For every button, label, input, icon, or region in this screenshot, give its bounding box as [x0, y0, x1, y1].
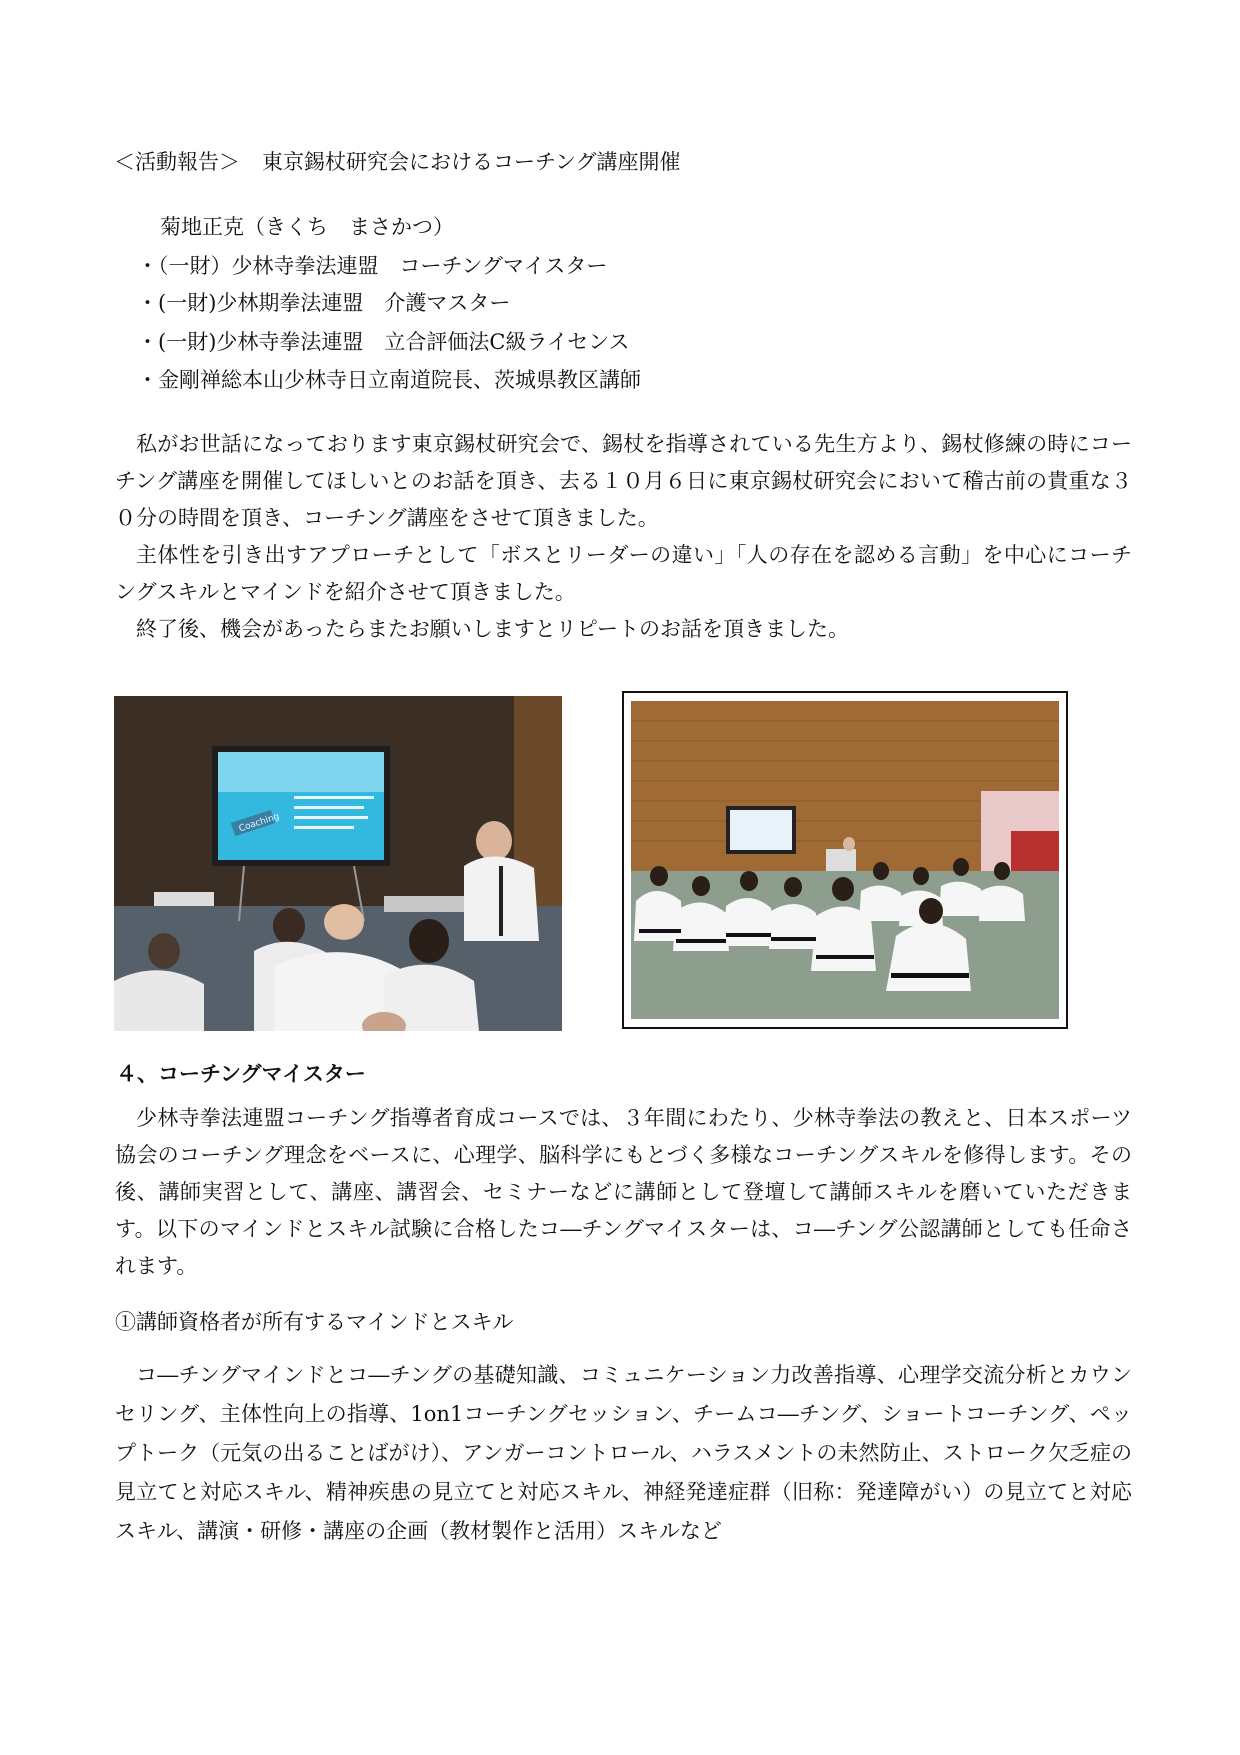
photo-lecture-image	[114, 696, 562, 1031]
credential-item: ・(一財)少林期拳法連盟 介護マスター	[137, 291, 511, 315]
skills-paragraph: コ―チングマインドとコ―チングの基礎知識、コミュニケーション力改善指導、心理学交流分析とカウンセリング、主体性向上の指導、1on1コーチングセッション、チームコ―チング、ショートコーチング、ペップトーク（元気の出ることばがけ）、アンガーコントロール、ハラスメントの未然防止、ストローク欠乏症の見立てと対応スキル、精神疾患の見立てと対応スキル、神経発達症群（旧称：発達障がい）の見立てと対応スキル、講演・研修・講座の企画（教材製作と活用）スキルなど	[115, 1363, 1132, 1543]
report-body	[115, 426, 1132, 648]
photo-dojo	[631, 701, 1059, 1019]
skills-body	[115, 1356, 1132, 1551]
skills-subheading: ①講師資格者が所有するマインドとスキル	[115, 1310, 514, 1334]
photo-lecture	[114, 696, 562, 1031]
report-title	[114, 150, 681, 174]
report-title-main: 東京錫杖研究会におけるコーチング講座開催	[262, 150, 681, 174]
svg-text:Coaching: Coaching	[237, 811, 281, 835]
report-title-bracket: ＜活動報告＞	[114, 150, 240, 174]
photo-dojo-image	[631, 701, 1059, 1019]
section-4-paragraph: 少林寺拳法連盟コーチング指導者育成コースでは、３年間にわたり、少林寺拳法の教えと、日本スポーツ協会のコーチング理念をベースに、心理学、脳科学にもとづく多様なコーチングスキルを修得します。その後、講師実習として、講座、講習会、セミナーなどに講師として登壇して講師スキルを磨いていただきます。以下のマインドとスキル試験に合格したコ―チングマイスターは、コ―チング公認講師としても任命されます。	[115, 1106, 1132, 1278]
report-paragraph: 終了後、機会があったらまたお願いしますとリピートのお話を頂きました。	[136, 617, 849, 641]
report-paragraph: 主体性を引き出すアプローチとして「ボスとリーダーの違い」「人の存在を認める言動」を中心にコーチングスキルとマインドを紹介させて頂きました。	[115, 543, 1132, 604]
section-4-heading: ４、コーチングマイスター	[116, 1062, 366, 1086]
credential-item: ・(一財)少林寺拳法連盟 立合評価法C級ライセンス	[137, 330, 630, 354]
credential-item: ・金剛禅総本山少林寺日立南道院長、茨城県教区講師	[137, 368, 641, 392]
report-paragraph: 私がお世話になっております東京錫杖研究会で、錫杖を指導されている先生方より、錫杖修練の時にコーチング講座を開催してほしいとのお話を頂き、去る１０月６日に東京錫杖研究会において稽古前の貴重な３０分の時間を頂き、コーチング講座をさせて頂きました。	[115, 432, 1132, 530]
credential-item: ・（一財）少林寺拳法連盟 コーチングマイスター	[137, 254, 608, 278]
section-4-body	[115, 1100, 1132, 1285]
author-name: 菊地正克（きくち まさかつ）	[160, 215, 454, 239]
photo-dojo-frame	[622, 691, 1068, 1029]
